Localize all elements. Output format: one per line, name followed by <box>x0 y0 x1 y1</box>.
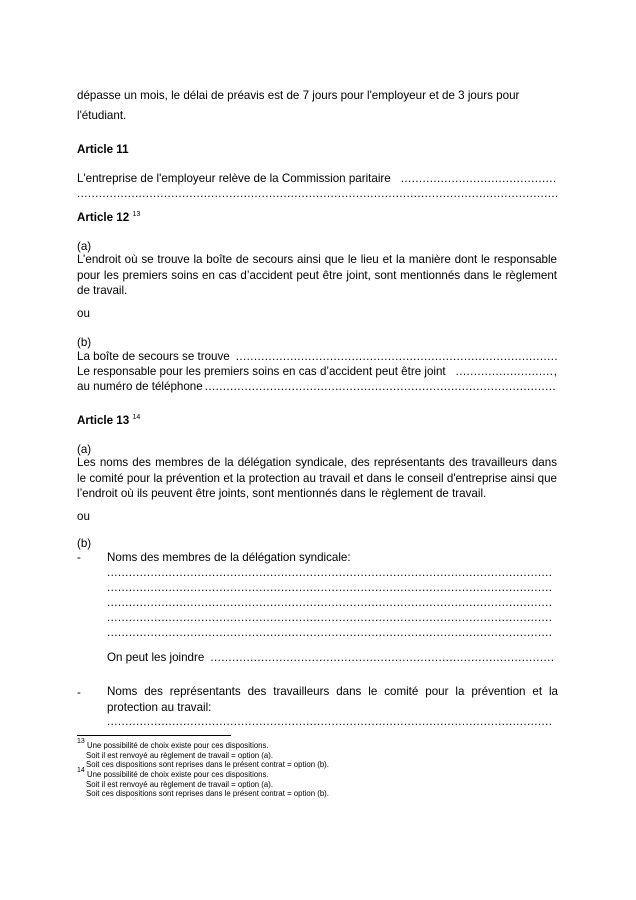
article-13-item-1: Noms des membres de la délégation syndicale: <box>107 551 351 564</box>
blank-line <box>107 581 553 594</box>
article-12-paragraph-a: L’endroit où se trouve la boîte de secours ainsi que le lieu et la manière dont le responsable pour les premiers soins en cas d’accident peut être joint, sont mentionnés dans le règlement de travail. <box>77 253 557 298</box>
article-13-reach: On peut les joindre <box>107 651 205 664</box>
footnote-separator <box>77 735 231 736</box>
article-11-line <box>77 172 557 185</box>
footnote-13-text-3: Soit ces dispositions sont reprises dans le présent contrat = option (b). <box>86 760 329 770</box>
article-13-ou: ou <box>77 510 90 523</box>
article-12-b-line-1 <box>77 350 557 363</box>
article-13-option-a: (a) <box>77 443 92 456</box>
footnote-13-text-2: Soit il est renvoyé au règlement de travail = option (a). <box>86 750 274 760</box>
article-13-item-2: Noms des représentants des travailleurs dans le comité pour la prévention et la protection au travail: <box>107 685 558 714</box>
article-12-ou: ou <box>77 307 90 320</box>
fill-dots <box>107 626 553 639</box>
fill-dots <box>401 172 557 185</box>
article-11-title: Article 11 <box>77 143 129 156</box>
footnote-14 <box>77 766 329 799</box>
footnote-14-text-3: Soit ces dispositions sont reprises dans le présent contrat = option (b). <box>86 789 329 799</box>
footnote-13 <box>77 737 329 770</box>
article-12-option-b: (b) <box>77 336 92 349</box>
fill-dots <box>77 187 557 200</box>
article-13-paragraph-a: Les noms des membres de la délégation syndicale, des représentants des travailleurs dans le comité pour la prévention et la protection au travail et dans le conseil d'entreprise ainsi que l’endroit où ils peuvent être joints, sont mentionnés dans le règlement de travail. <box>77 456 557 501</box>
article-11-text: L'entreprise de l'employeur relève de la Commission paritaire <box>77 172 391 185</box>
article-11-blank-line <box>77 187 557 200</box>
blank-line <box>107 715 553 728</box>
article-13-option-b: (b) <box>77 537 92 550</box>
fill-dots <box>107 566 553 579</box>
footnote-ref-13: 13 <box>132 211 141 218</box>
article-12-b-text-2: Le responsable pour les premiers soins en cas d’accident peut être joint <box>77 365 446 378</box>
article-12-b-line-3 <box>77 380 557 393</box>
fill-dots <box>236 350 557 363</box>
article-12-option-a: (a) <box>77 240 92 253</box>
fill-dots <box>205 380 557 393</box>
article-13-title-text: Article 13 <box>77 414 130 427</box>
list-dash-1: - <box>77 551 81 564</box>
list-dash-2: - <box>77 686 81 699</box>
article-12-title-text: Article 12 <box>77 211 130 224</box>
footnote-13-line-1 <box>77 737 329 751</box>
fill-dots <box>107 581 553 594</box>
fill-dots <box>456 365 552 378</box>
footnote-13-number: 13 <box>77 738 85 745</box>
article-13-reach-line <box>107 651 553 664</box>
intro-line-1: dépasse un mois, le délai de préavis est de 7 jours pour l'employeur et de 3 jours pour <box>77 89 520 102</box>
blank-line <box>107 611 553 624</box>
article-12-b-text-1: La boîte de secours se trouve <box>77 350 230 363</box>
blank-line <box>107 596 553 609</box>
footnote-14-text-2: Soit il est renvoyé au règlement de travail = option (a). <box>86 779 274 789</box>
blank-line <box>107 566 553 579</box>
article-12-b-comma: , <box>553 365 557 378</box>
article-13-title <box>77 414 140 427</box>
footnote-13-text-1: Une possibilité de choix existe pour ces dispositions. <box>86 741 269 750</box>
article-12-title <box>77 211 140 224</box>
blank-line <box>107 626 553 639</box>
footnote-14-line-1 <box>77 766 329 780</box>
fill-dots <box>107 596 553 609</box>
fill-dots <box>210 651 553 664</box>
footnote-14-text-1: Une possibilité de choix existe pour ces dispositions. <box>86 770 269 779</box>
fill-dots <box>107 715 553 728</box>
article-12-b-line-2 <box>77 365 557 378</box>
intro-line-2: l'étudiant. <box>77 109 127 122</box>
footnote-14-number: 14 <box>77 767 85 774</box>
fill-dots <box>107 611 553 624</box>
article-12-b-text-3: au numéro de téléphone <box>77 380 203 393</box>
footnote-ref-14: 14 <box>132 414 141 421</box>
